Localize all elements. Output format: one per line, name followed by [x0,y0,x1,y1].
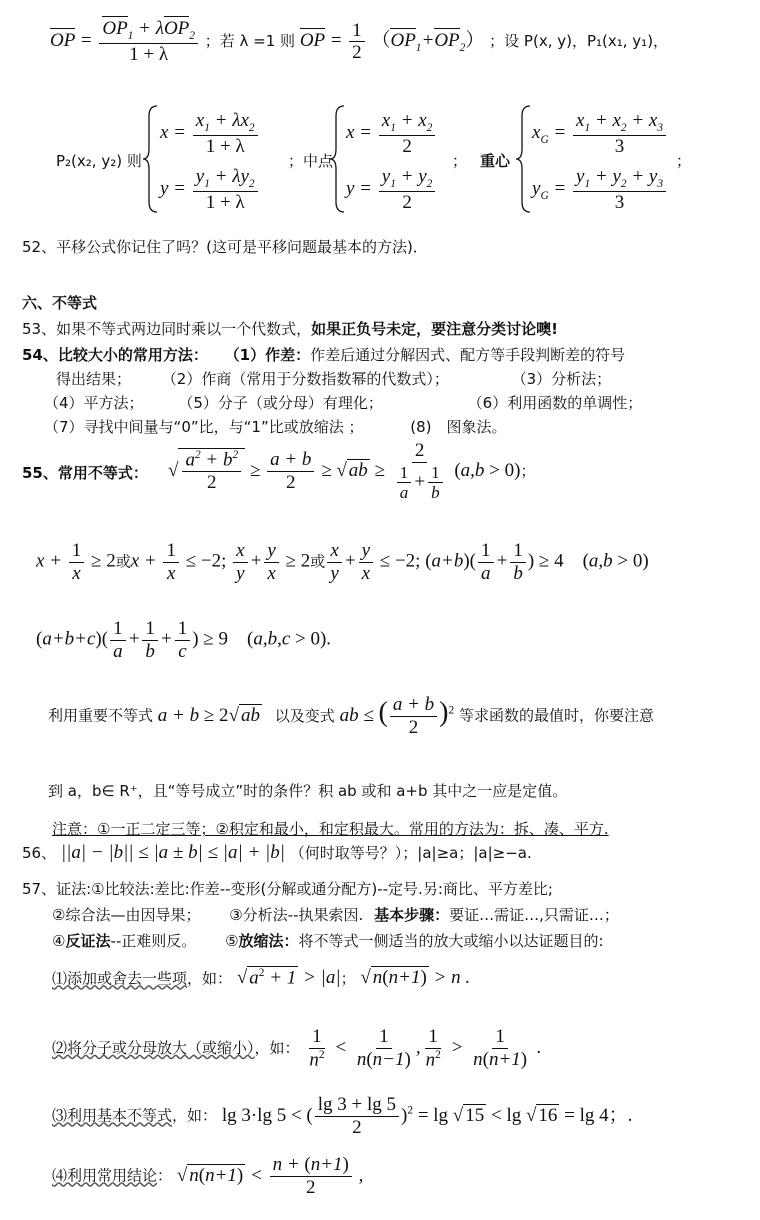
semicolon: ； [452,152,468,170]
p2-then-text: P₂(x₂, y₂) 则 [56,152,142,170]
item-57-line3: ④反证法--正难则反。 ⑤放缩法：将不等式一侧适当的放大或缩小以达证题目的: [52,932,604,950]
item-54-line3: （4）平方法； （5）分子（或分母）有理化； （6）利用函数的单调性； [44,394,643,412]
if-lambda-text: ；若 λ =1 则 [204,31,296,50]
item-53: 53、如果不等式两边同时乘以一个代数式，如果正负号未定，要注意分类讨论噢! [22,320,558,338]
scaling-method-2: ⑵将分子或分母放大（或缩小），如： $\frac{1}{n^2}$ < $\frac{1}{n(n-1)}$ , $\frac{1}{n^2}$ > $\frac{1}{n(n+1)}$ . [52,1026,542,1071]
centroid-y: $y_G$ = $\frac{y_1 + y_2 + y_3}{3}$ [532,166,668,214]
scaling-method-4: ⑷利用常用结论： √ n(n+1) < $\frac{n + (n+1)}{2}$ , [52,1154,364,1198]
end-semicolon: ； [676,152,692,170]
item-57-line1: 57、证法:①比较法:差比:作差--变形(分解或通分配方)--定号.另:商比、平方差比; [22,880,553,898]
item-55-condition: 到 a，b∈ R⁺，且“等号成立”时的条件？积 ab 或和 a+b 其中之一应是定值。 [48,782,568,800]
op-vector: OP = [50,29,93,51]
item-54-line1: 54、比较大小的常用方法： （1）作差：作差后通过分解因式、配方等手段判断差的符号 [22,346,626,364]
item-55-note: 注意：①一正二定三等；②积定和最小，和定积最大。常用的方法为：拆、凑、平方. [52,820,609,838]
item-54-line2: 得出结果； （2）作商（常用于分数指数幂的代数式）； （3）分析法； [56,370,612,388]
item-52: 52、平移公式你记住了吗？(这可是平移问题最基本的方法)． [22,238,428,256]
section-formula-fraction: $\frac{OP_1 + \lambda OP_2}{1 + \lambda}$ [99,18,198,66]
item-57-line2: ②综合法—由因导果； ③分析法--执果索因. 基本步骤：要证…需证…,只需证…； [52,906,619,924]
item-56: 56、 ||a| − |b|| ≤ |a ± b| ≤ |a| + |b| （何时取等号？）；|a|≥a；|a|≥−a. [22,842,532,863]
scaling-method-3: ⑶利用基本不等式，如： lg 3·lg 5 < ( $\frac{\lg 3 + \lg 5}{2}$ )$^2$ = lg √ 15 < lg √ 16 = lg 4；. [52,1094,633,1138]
mean-inequality-chain: √ $\frac{a^2 + b^2}{2}$ ≥ $\frac{a + b}{2}$ ≥ √ ab ≥ 2 $\frac{1}{a}$ + $\frac{1}{b}$ (a,b > 0)； [168,440,536,503]
midpoint-x: x = $\frac{x_1 + x_2}{2}$ [346,110,437,158]
centroid-label: 重心 [480,152,511,170]
midpoint-label: ；中点 [288,152,334,170]
system-y: y = $\frac{y_1 + \lambda y_2}{1 + \lambda}$ [160,166,260,214]
half-fraction: $\frac{1}{2}$ [349,20,365,65]
half-eq: OP = [299,29,343,51]
centroid-x: $x_G$ = $\frac{x_1 + x_2 + x_3}{3}$ [532,110,668,158]
left-brace-1 [143,104,159,214]
scaling-method-1: ⑴添加或舍去一些项，如： √ $a^2 + 1 > |a|$； √ n(n+1) > n . [52,967,471,989]
section-6-title: 六、不等式 [22,294,98,312]
vector-formula-line [50,18,668,66]
set-points-text: ；设 P(x, y)，P₁(x₁, y₁)， [489,31,669,50]
inequality-line-3: (a+b+c)( $\frac{1}{a}$ + $\frac{1}{b}$ + $\frac{1}{c}$ ) ≥ 9 (a,b,c > 0). [36,618,332,662]
left-brace-2 [330,104,346,214]
left-brace-3 [516,104,532,214]
important-inequality-usage: 利用重要不等式 a + b ≥ 2√ ab 以及变式 ab ≤ ( $\frac{a + b}{2}$ )$^2$ 等求函数的最值时，你要注意 [48,694,654,738]
midpoint-y: y = $\frac{y_1 + y_2}{2}$ [346,166,437,214]
system-x: x = $\frac{x_1 + \lambda x_2}{1 + \lambda}$ [160,110,260,158]
item-55-head: 55、常用不等式： [22,464,148,482]
item-54-line4: （7）寻找中间量与“0”比，与“1”比或放缩法 ； (8) 图象法。 [44,418,507,436]
half-sum: $(OP_1+OP_2)$ [371,29,485,54]
inequality-line-2: x + $\frac{1}{x}$ ≥ 2或x + $\frac{1}{x}$ ≤ −2; $\frac{x}{y}$ + $\frac{y}{x}$ ≥ 2或 $\frac{x}{y}$ + $\frac{y}{x}$ ≤ −2; (a+b)( $\frac{1}{a}$ + $\frac{1}{b}$ ) ≥ 4 (a,b > 0) [36,540,649,584]
